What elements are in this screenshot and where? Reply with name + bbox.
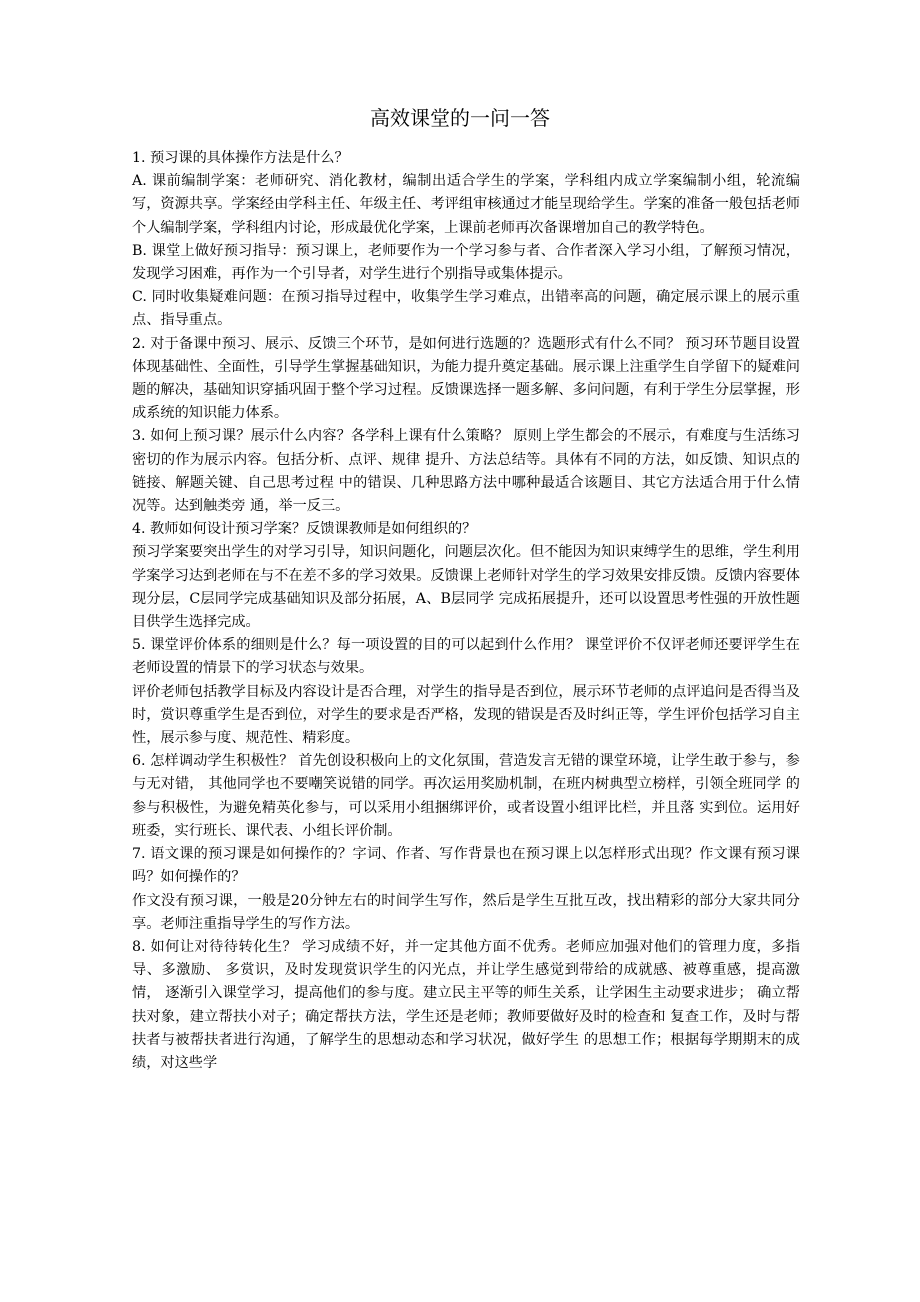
paragraph-q8: 8. 如何让对待待转化生？ 学习成绩不好，并一定其他方面不优秀。老师应加强对他们的管理力度，多指导、多激励、 多赏识，及时发现赏识学生的闪光点，并让学生感觉到带给的成就感、被尊重感，提高激情， 逐渐引入课堂学习，提高他们的参与度。建立民主平等的师生关系，让学困生主动要求进步； 确立帮扶对象，建立帮扶小对子；确定帮扶方法，学生还是老师；教师要做好及时的检查和 复查工作，及时与帮扶者与被帮扶者进行沟通，了解学生的思想动态和学习状况，做好学生 的思想工作；根据每学期期末的成绩，对这些学 bbox=[132, 938, 800, 1071]
paragraph-q1-b: B. 课堂上做好预习指导：预习课上，老师要作为一个学习参与者、合作者深入学习小组，了解预习情况，发现学习困难，再作为一个引导者，对学生进行个别指导或集体提示。 bbox=[132, 242, 800, 283]
paragraph-q5: 5. 课堂评价体系的细则是什么？每一项设置的目的可以起到什么作用？ 课堂评价不仅评老师还要评学生在老师设置的情景下的学习状态与效果。 bbox=[132, 637, 800, 677]
paragraph-q6: 6. 怎样调动学生积极性？ 首先创设积极向上的文化氛围，营造发言无错的课堂环境，让学生敢于参与，参与无对错， 其他同学也不要嘲笑说错的同学。再次运用奖励机制，在班内树典型立榜样，引领全班同学 的参与积极性，为避免精英化参与，可以采用小组捆绑评价，或者设置小组评比栏，并且落 实到位。运用好班委，实行班长、课代表、小组长评价制。 bbox=[132, 753, 800, 839]
paragraph-q7-answer: 作文没有预习课，一般是20分钟左右的时间学生写作，然后是学生互批互改，找出精彩的部分大家共同分享。老师注重指导学生的写作方法。 bbox=[132, 892, 800, 932]
paragraph-q4: 4. 教师如何设计预习学案？反馈课教师是如何组织的？ bbox=[132, 521, 477, 538]
paragraph-q7: 7. 语文课的预习课是如何操作的？字词、作者、写作背景也在预习课上以怎样形式出现？作文课有预习课吗？如何操作的？ bbox=[132, 846, 800, 886]
paragraph-q4-answer: 预习学案要突出学生的对学习引导，知识问题化，问题层次化。但不能因为知识束缚学生的思维，学生利用学案学习达到老师在与不在差不多的学习效果。反馈课上老师针对学生的学习效果安排反馈。反馈内容要体现分层，C层同学完成基础知识及部分拓展，A、B层同学 完成拓展提升，还可以设置思考性强的开放性题目供学生选择完成。 bbox=[132, 544, 800, 631]
paragraph-q1: 1. 预习课的具体操作方法是什么？ bbox=[132, 150, 349, 166]
paragraph-q3: 3. 如何上预习课？展示什么内容？各学科上课有什么策略？ 原则上学生都会的不展示，有难度与生活练习密切的作为展示内容。包括分析、点评、规律 提升、方法总结等。具体有不同的方法，如反馈、知识点的链接、解题关键、自己思考过程 中的错误、几种思路方法中哪种最适合该题目、其它方法适合用于什么情况等。达到触类旁 通，举一反三。 bbox=[132, 428, 800, 515]
paragraph-q1-a: A. 课前编制学案：老师研究、消化教材，编制出适合学生的学案，学科组内成立学案编制小组，轮流编写，资源共享。学案经由学科主任、年级主任、考评组审核通过才能呈现给学生。学案的准备一般包括老师个人编制学案，学科组内讨论，形成最优化学案，上课前老师再次备课增加自己的教学特色。 bbox=[132, 173, 800, 236]
paragraph-q2: 2. 对于备课中预习、展示、反馈三个环节，是如何进行选题的？选题形式有什么不同？ 预习环节题目设置体现基础性、全面性，引导学生掌握基础知识，为能力提升奠定基础。展示课上注重学生自学留下的疑难问题的解决，基础知识穿插巩固于整个学习过程。反馈课选择一题多解、多问问题，有利于学生分层掌握，形成系统的知识能力体系。 bbox=[132, 335, 800, 422]
paragraph-q1-c: C. 同时收集疑难问题：在预习指导过程中，收集学生学习难点，出错率高的问题，确定展示课上的展示重点、指导重点。 bbox=[132, 289, 800, 329]
document-body bbox=[132, 147, 800, 1075]
page-title: 高效课堂的一问一答 bbox=[370, 106, 550, 130]
paragraph-q5-answer: 评价老师包括教学目标及内容设计是否合理，对学生的指导是否到位，展示环节老师的点评追问是否得当及时，赏识尊重学生是否到位，对学生的要求是否严格，发现的错误是否及时纠正等，学生评价包括学习自主性，展示参与度、规范性、精彩度。 bbox=[132, 683, 800, 747]
